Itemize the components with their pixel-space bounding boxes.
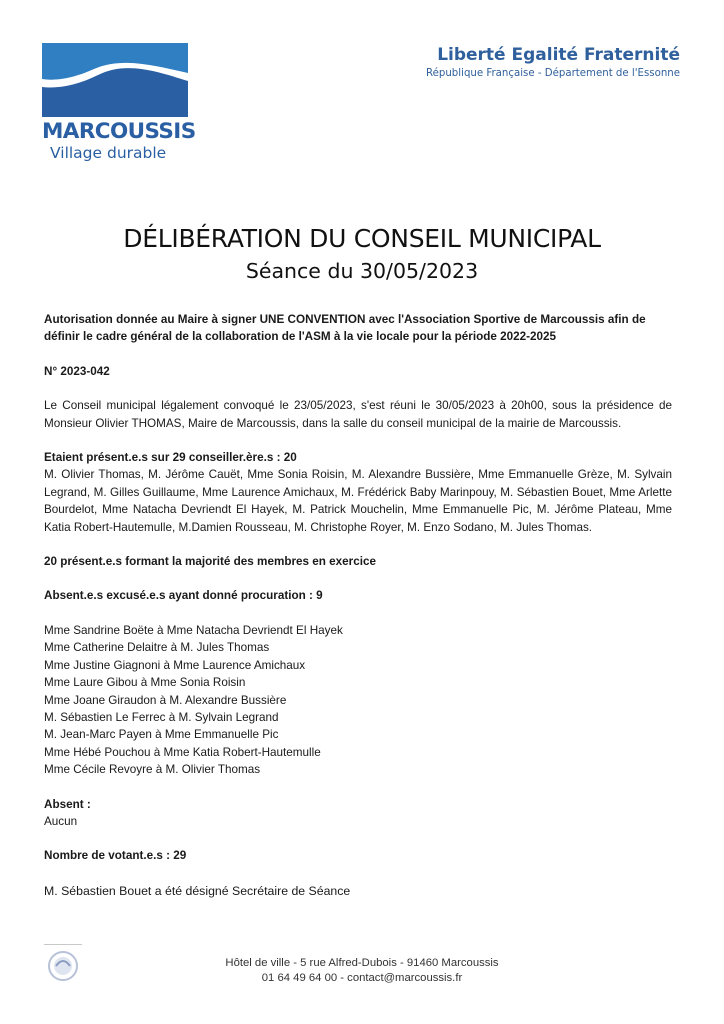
proxy-item: M. Sébastien Le Ferrec à M. Sylvain Legrand xyxy=(44,710,279,724)
motto-subtitle: République Française - Département de l'Essonne xyxy=(426,68,680,79)
proxy-item: Mme Catherine Delaitre à M. Jules Thomas xyxy=(44,641,270,655)
proxy-list xyxy=(44,622,672,779)
footer-address: Hôtel de ville - 5 rue Alfred-Dubois - 91460 Marcoussis xyxy=(225,957,499,969)
proxy-item: Mme Hébé Pouchou à Mme Katia Robert-Hautemulle xyxy=(44,745,321,759)
absent-heading: Absent : xyxy=(44,797,91,811)
marcoussis-logo xyxy=(42,43,196,162)
document-title: DÉLIBÉRATION DU CONSEIL MUNICIPAL xyxy=(123,224,601,253)
proxy-item: Mme Cécile Revoyre à M. Olivier Thomas xyxy=(44,763,261,777)
motto-title: Liberté Egalité Fraternité xyxy=(437,45,680,65)
logo-wave-icon xyxy=(42,43,188,117)
proxy-item: Mme Laure Gibou à Mme Sonia Roisin xyxy=(44,676,246,690)
proxy-item: Mme Sandrine Boëte à Mme Natacha Devriendt El Hayek xyxy=(44,623,343,637)
secretary-statement: M. Sébastien Bouet a été désigné Secrétaire de Séance xyxy=(44,883,351,898)
subject-line-2: définir le cadre général de la collaboration de l'ASM à la vie locale pour la période 2022-2025 xyxy=(44,330,557,344)
deliberation-number: N° 2023-042 xyxy=(44,364,110,378)
proxy-heading: Absent.e.s excusé.e.s ayant donné procuration : 9 xyxy=(44,589,323,603)
footer-contact: 01 64 49 64 00 - contact@marcoussis.fr xyxy=(261,972,463,984)
majority-statement: 20 présent.e.s formant la majorité des membres en exercice xyxy=(44,555,376,569)
proxy-item: Mme Justine Giagnoni à Mme Laurence Amichaux xyxy=(44,658,306,672)
absent-value: Aucun xyxy=(44,814,78,828)
voters-count: Nombre de votant.e.s : 29 xyxy=(44,849,187,863)
proxy-item: M. Jean-Marc Payen à Mme Emmanuelle Pic xyxy=(44,728,279,742)
footer xyxy=(0,956,724,986)
session-date: Séance du 30/05/2023 xyxy=(245,259,479,283)
republic-motto xyxy=(426,44,680,81)
logo-name: MARCOUSSIS xyxy=(42,119,196,144)
logo-tagline: Village durable xyxy=(50,144,167,162)
convocation-paragraph: Le Conseil municipal légalement convoqué le 23/05/2023, s'est réuni le 30/05/2023 à 20h00, sous la présidence de Monsieur Olivier THOMAS, Maire de Marcoussis, dans la salle du conseil municipal de la mairie de Marcoussis. xyxy=(44,399,672,430)
subject-line-1: Autorisation donnée au Maire à signer UNE CONVENTION avec l'Association Sportive de Marcoussis afin de xyxy=(44,313,646,326)
present-list: M. Olivier Thomas, M. Jérôme Cauët, Mme Sonia Roisin, M. Alexandre Bussière, Mme Emmanuelle Grèze, M. Sylvain Legrand, M. Gilles Guillaume, Mme Laurence Amichaux, M. Frédérick Baby Marinpouy, M. Sébastien Bouet, Mme Arlette Bourdelot, Mme Natacha Devriendt El Hayek, M. Patrick Mouchelin, Mme Emmanuelle Pic, M. Jérôme Plateau, Mme Katia Robert-Hautemulle, M.Damien Rousseau, M. Christophe Royer, M. Enzo Sodano, M. Jules Thomas. xyxy=(44,468,672,534)
proxy-item: Mme Joane Giraudon à M. Alexandre Bussière xyxy=(44,693,287,707)
deliberation-body xyxy=(44,311,672,901)
present-heading: Etaient présent.e.s sur 29 conseiller.ère.s : 20 xyxy=(44,451,297,465)
